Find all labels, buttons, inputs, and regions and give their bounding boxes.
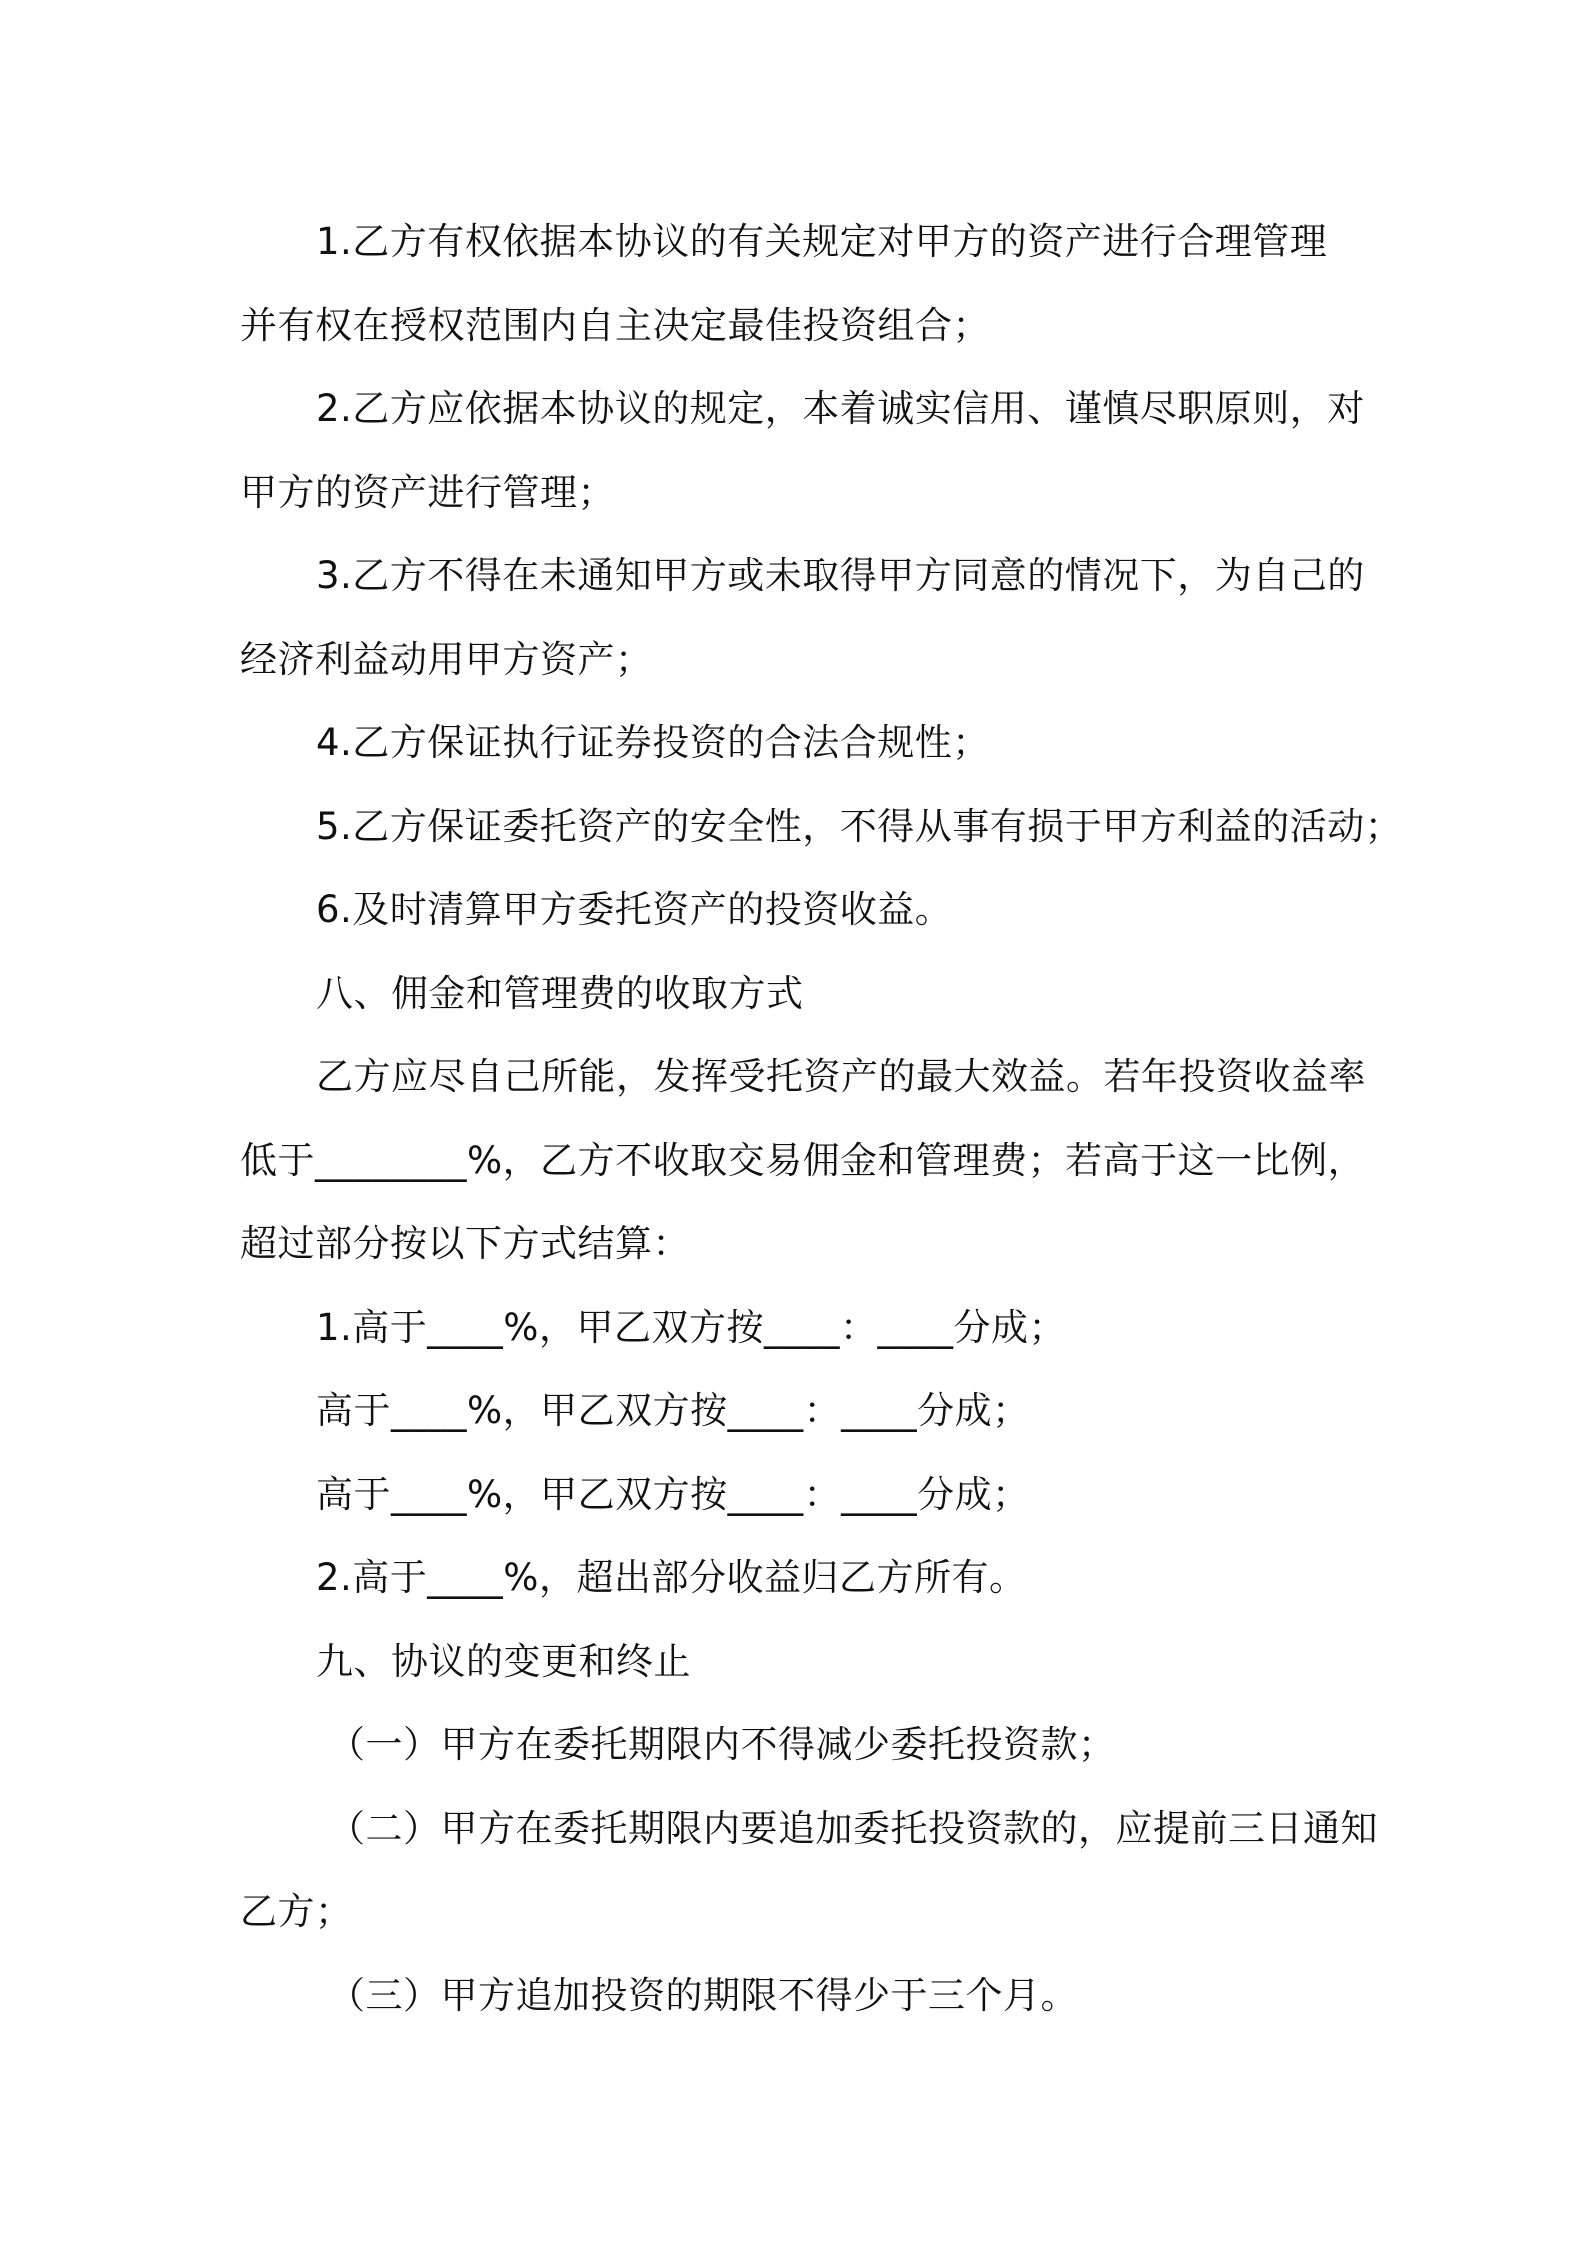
fee-rule-1: 1.高于____%，甲乙双方按____：____分成； [316, 1305, 1066, 1349]
fee-rule-1b: 高于____%，甲乙双方按____：____分成； [316, 1389, 1030, 1432]
clause-5: 5.乙方保证委托资产的安全性，不得从事有损于甲方利益的活动； [316, 804, 1403, 848]
section-8-para-line-2: 低于________%，乙方不收取交易佣金和管理费；若高于这一比例， [240, 1138, 1366, 1182]
section-9-item-3: （三）甲方追加投资的期限不得少于三个月。 [328, 1973, 1078, 2017]
section-9-heading: 九、协议的变更和终止 [316, 1639, 691, 1683]
document-body [240, 200, 1403, 2037]
clause-1-line-2: 并有权在授权范围内自主决定最佳投资组合； [240, 303, 990, 347]
clause-6: 6.及时清算甲方委托资产的投资收益。 [316, 888, 953, 931]
section-9-item-2-line-2: 乙方； [240, 1890, 353, 1933]
section-8-para-line-3: 超过部分按以下方式结算： [240, 1222, 690, 1265]
clause-1-line-1: 1.乙方有权依据本协议的有关规定对甲方的资产进行合理管理 [316, 220, 1328, 263]
clause-4: 4.乙方保证执行证券投资的合法合规性； [316, 721, 990, 764]
clause-3-line-2: 经济利益动用甲方资产； [240, 637, 653, 681]
fee-rule-2: 2.高于____%，超出部分收益归乙方所有。 [316, 1556, 1027, 1599]
clause-2-line-1: 2.乙方应依据本协议的规定，本着诚实信用、谨慎尽职原则，对 [316, 387, 1365, 430]
fee-rule-1c: 高于____%，甲乙双方按____：____分成； [316, 1472, 1030, 1516]
section-9-item-2-line-1: （二）甲方在委托期限内要追加委托投资款的，应提前三日通知 [328, 1806, 1378, 1850]
clause-2-line-2: 甲方的资产进行管理； [240, 470, 615, 514]
clause-3-line-1: 3.乙方不得在未通知甲方或未取得甲方同意的情况下，为自己的 [316, 554, 1365, 597]
section-8-para-line-1: 乙方应尽自己所能，发挥受托资产的最大效益。若年投资收益率 [316, 1055, 1366, 1098]
section-8-heading: 八、佣金和管理费的收取方式 [316, 971, 804, 1015]
section-9-item-1: （一）甲方在委托期限内不得减少委托投资款； [328, 1723, 1116, 1766]
